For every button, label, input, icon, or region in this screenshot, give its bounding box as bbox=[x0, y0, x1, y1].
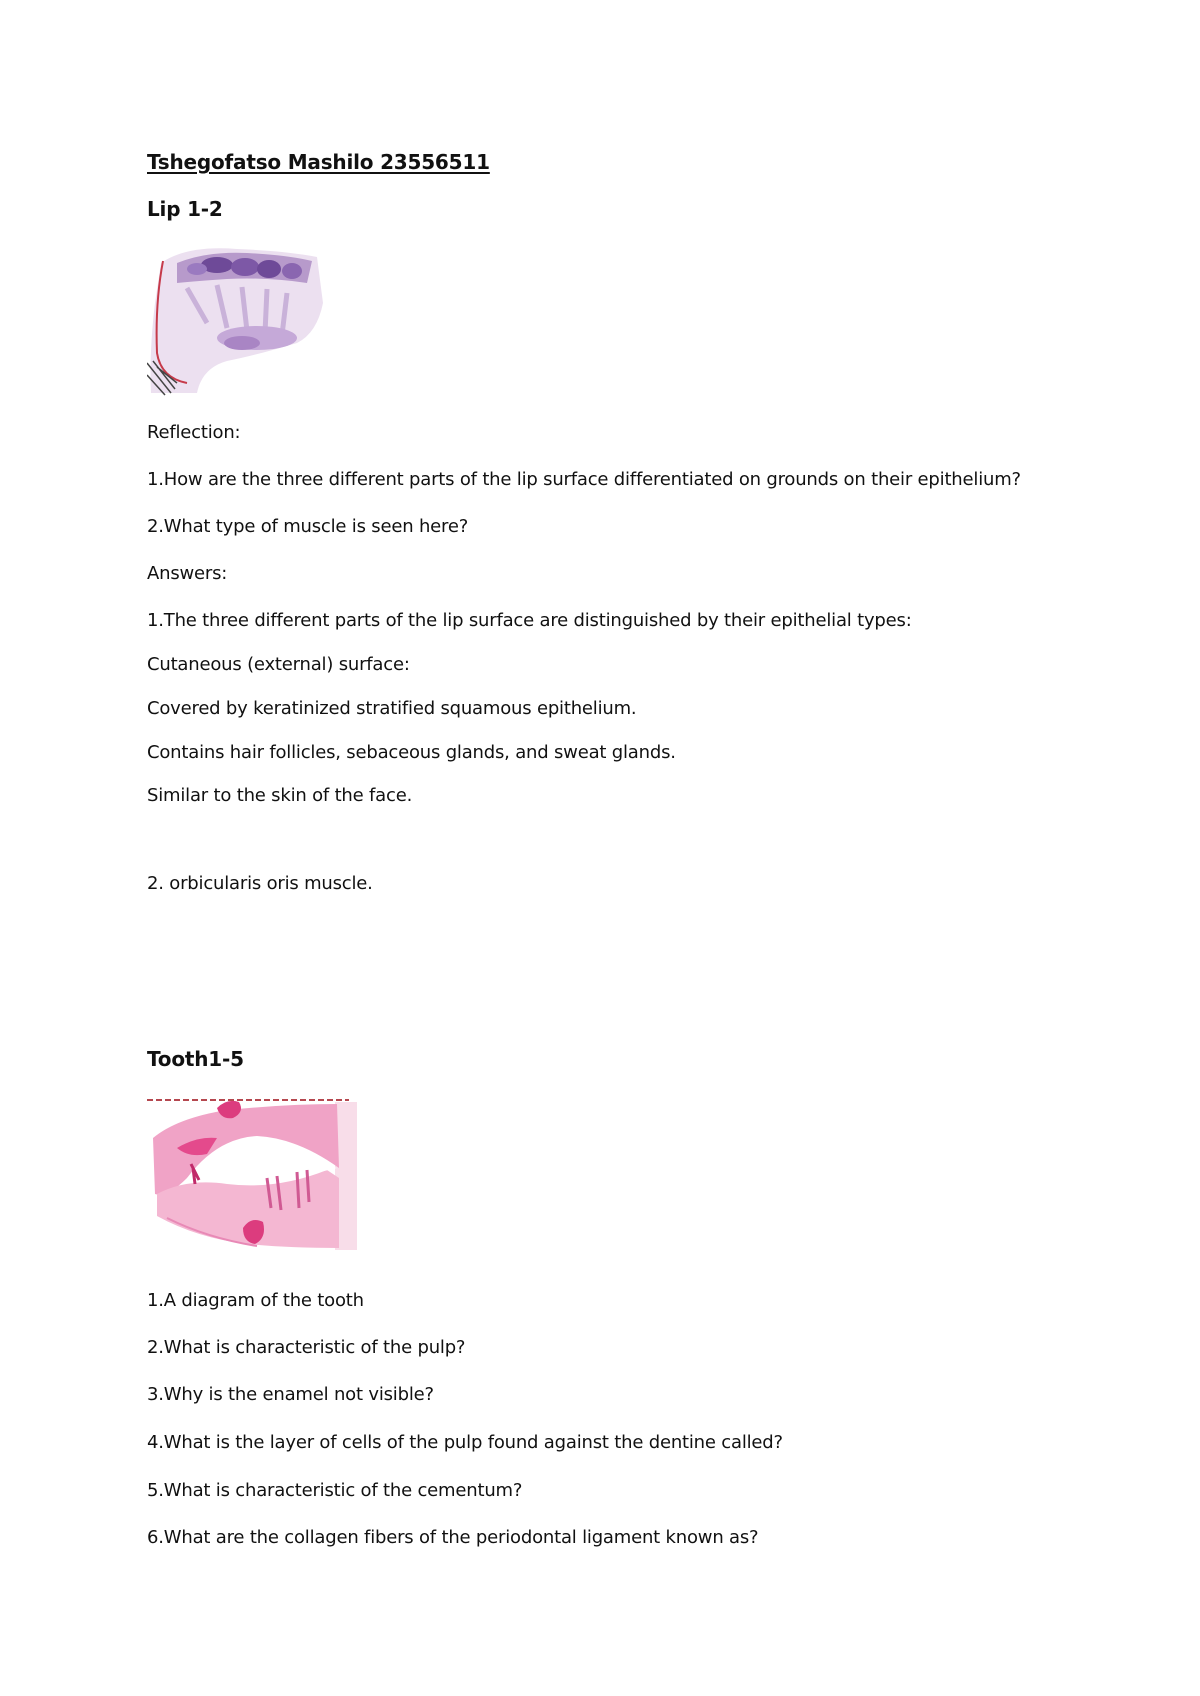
lip-question-2: 2.What type of muscle is seen here? bbox=[147, 516, 469, 537]
lip-answer-glands: Contains hair follicles, sebaceous glands, and sweat glands. bbox=[147, 742, 676, 763]
tooth-micrograph-image bbox=[147, 1098, 357, 1254]
tooth-question-4: 4.What is the layer of cells of the pulp found against the dentine called? bbox=[147, 1432, 783, 1453]
author-line: Tshegofatso Mashilo 23556511 bbox=[147, 150, 490, 174]
tooth-question-5: 5.What is characteristic of the cementum? bbox=[147, 1480, 523, 1501]
lip-section-heading: Lip 1-2 bbox=[147, 197, 223, 221]
tooth-question-3: 3.Why is the enamel not visible? bbox=[147, 1384, 434, 1405]
lip-answer-1: 1.The three different parts of the lip surface are distinguished by their epithelial types: bbox=[147, 610, 912, 631]
tooth-question-1: 1.A diagram of the tooth bbox=[147, 1290, 364, 1311]
lip-micrograph-image bbox=[147, 243, 323, 399]
lip-histology-micrograph bbox=[147, 243, 323, 399]
tooth-section-heading: Tooth1-5 bbox=[147, 1047, 244, 1071]
tooth-question-6: 6.What are the collagen fibers of the periodontal ligament known as? bbox=[147, 1527, 759, 1548]
lip-answer-epithelium: Covered by keratinized stratified squamous epithelium. bbox=[147, 698, 637, 719]
reflection-label: Reflection: bbox=[147, 422, 241, 443]
tooth-histology-micrograph bbox=[147, 1098, 357, 1254]
lip-answer-2: 2. orbicularis oris muscle. bbox=[147, 873, 373, 894]
lip-answer-cutaneous: Cutaneous (external) surface: bbox=[147, 654, 410, 675]
answers-label: Answers: bbox=[147, 563, 228, 584]
lip-question-1: 1.How are the three different parts of the lip surface differentiated on grounds on their epithelium? bbox=[147, 469, 1021, 490]
lip-answer-skin: Similar to the skin of the face. bbox=[147, 785, 413, 806]
tooth-question-2: 2.What is characteristic of the pulp? bbox=[147, 1337, 466, 1358]
